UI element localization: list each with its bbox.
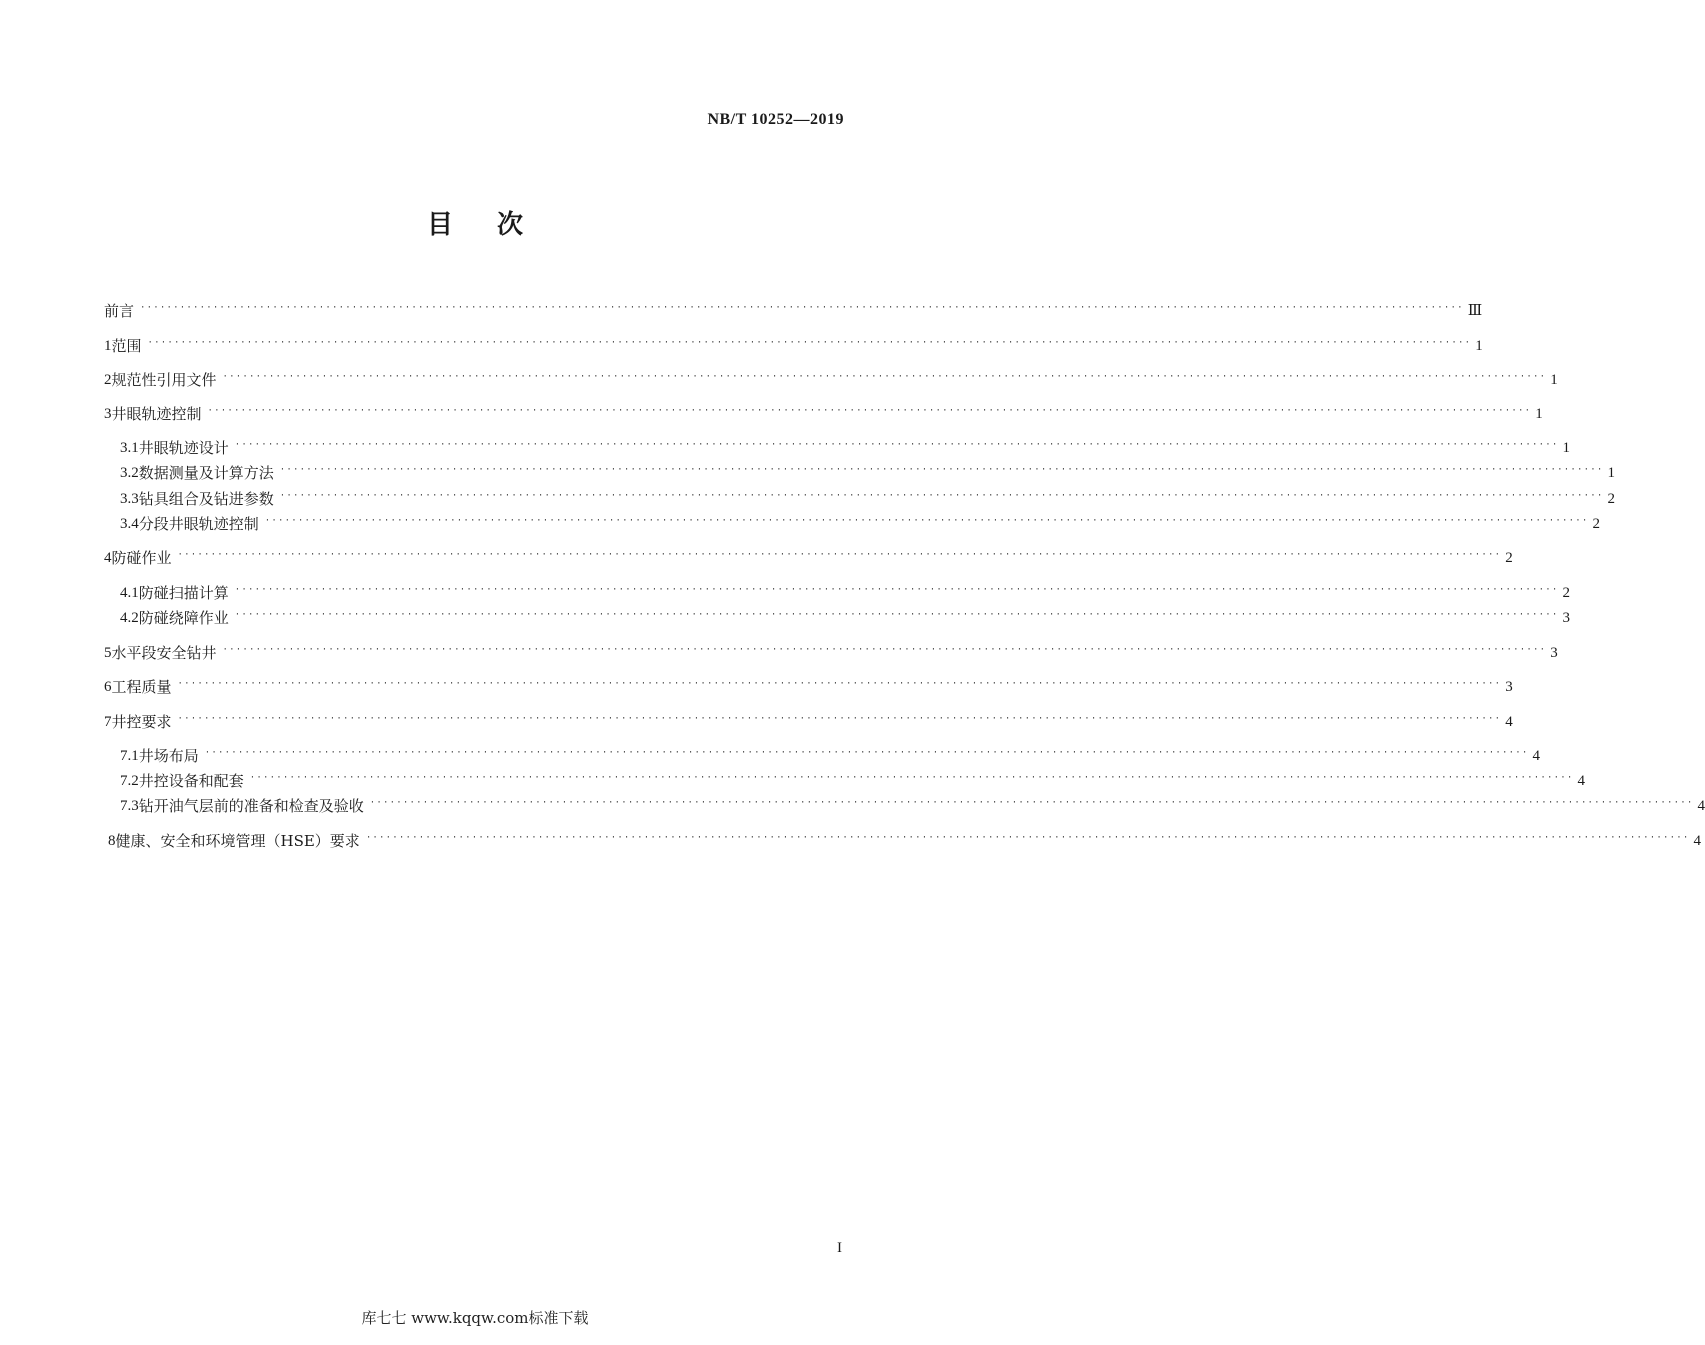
toc-entry-label: 钻开油气层前的准备和检查及验收 <box>138 797 364 815</box>
toc-entry-label: 井场布局 <box>138 747 199 765</box>
toc-entry-page: 2 <box>1505 550 1513 566</box>
dot-leader: ········································································································································································································ <box>222 372 1547 382</box>
toc-entry-3-1[interactable] <box>120 435 1570 459</box>
toc-entry-label: 钻具组合及钻进参数 <box>138 490 274 508</box>
toc-entry-number: 3.1 <box>120 440 139 456</box>
dot-leader: ········································································································································································································ <box>222 645 1547 655</box>
toc-entry-page: 4 <box>1577 773 1585 789</box>
toc-entry-number: 8 <box>108 833 116 849</box>
toc-entry-page: 1 <box>1475 338 1483 354</box>
toc-entry-page: 2 <box>1562 585 1570 601</box>
toc-entry-4[interactable] <box>104 545 1513 569</box>
toc-entry-label: 防碰绕障作业 <box>138 609 229 627</box>
toc-entry-8[interactable] <box>108 828 1702 852</box>
toc-entry-number: 4.1 <box>120 585 139 601</box>
dot-leader: ········································································································································································································ <box>147 338 1472 348</box>
toc-entry-page: 3 <box>1562 610 1570 626</box>
toc-entry-3-2[interactable] <box>120 460 1615 484</box>
toc-entry-label: 工程质量 <box>111 678 172 696</box>
toc-entry-label: 范围 <box>111 337 142 355</box>
toc-entry-page: 4 <box>1505 714 1513 730</box>
dot-leader: ········································································································································································································ <box>177 714 1502 724</box>
toc-entry-number: 3.4 <box>120 516 139 532</box>
toc-entry-page: 4 <box>1532 748 1540 764</box>
toc-entry-label: 防碰扫描计算 <box>138 584 229 602</box>
toc-entry-label: 健康、安全和环境管理（HSE）要求 <box>115 832 360 850</box>
dot-leader: ········································································································································································································ <box>249 773 1574 783</box>
toc-entry-label: 规范性引用文件 <box>111 371 217 389</box>
toc-entry-number: 3.2 <box>120 465 139 481</box>
toc-entry-label: 防碰作业 <box>111 549 172 567</box>
toc-entry-number: 5 <box>104 645 112 661</box>
toc-entry-7[interactable] <box>104 709 1513 733</box>
footer-watermark: 库七七 www.kqqw.com标准下载 <box>361 1309 589 1327</box>
toc-entry-number: 7.1 <box>120 748 139 764</box>
dot-leader: ········································································································································································································ <box>140 303 1464 313</box>
dot-leader: ········································································································································································································ <box>177 550 1502 560</box>
toc-entry-number: 4.2 <box>120 610 139 626</box>
toc-entry-3-3[interactable] <box>120 486 1615 510</box>
toc-entry-label: 分段井眼轨迹控制 <box>138 515 259 533</box>
toc-entry-number: 3.3 <box>120 491 139 507</box>
toc-entry-number: 7 <box>104 714 112 730</box>
toc-entry-label: 井眼轨迹设计 <box>138 439 229 457</box>
toc-entry-label: 井控设备和配套 <box>138 772 244 790</box>
page-number: I <box>837 1240 842 1256</box>
toc-entry-7-3[interactable] <box>120 793 1705 817</box>
toc-entry-label: 井眼轨迹控制 <box>111 405 202 423</box>
toc-entry-number: 4 <box>104 550 112 566</box>
toc-entry-page: 1 <box>1535 406 1543 422</box>
dot-leader: ········································································································································································································ <box>207 406 1532 416</box>
toc-entry-6[interactable] <box>104 674 1513 698</box>
toc-entry-page: 2 <box>1592 516 1600 532</box>
toc-entry-5[interactable] <box>104 640 1558 664</box>
toc-entry-page: 3 <box>1550 645 1558 661</box>
toc-entry-3[interactable] <box>104 401 1543 425</box>
toc-entry-label: 井控要求 <box>111 713 172 731</box>
toc-entry-4-1[interactable] <box>120 580 1570 604</box>
toc-entry-7-2[interactable] <box>120 768 1585 792</box>
toc-entry-page: 1 <box>1607 465 1615 481</box>
toc-entry-1[interactable] <box>104 333 1483 357</box>
toc-entry-number: 6 <box>104 679 112 695</box>
toc-entry-7-1[interactable] <box>120 743 1540 767</box>
toc-entry-page: 4 <box>1693 833 1702 849</box>
toc-entry-number: 2 <box>104 372 112 388</box>
page-title: 目次 <box>426 210 567 240</box>
toc-entry-page: 3 <box>1505 679 1513 695</box>
dot-leader: ········································································································································································································ <box>204 748 1529 758</box>
toc-entry-page: 1 <box>1562 440 1570 456</box>
toc-entry-number: 7.2 <box>120 773 139 789</box>
toc-entry-4-2[interactable] <box>120 605 1570 629</box>
dot-leader: ········································································································································································································ <box>279 465 1604 475</box>
toc-entry-number: 3 <box>104 406 112 422</box>
dot-leader: ········································································································································································································ <box>264 516 1589 526</box>
toc-entry-page: 2 <box>1607 491 1615 507</box>
toc-entry-page: 4 <box>1697 798 1705 814</box>
toc-entry-2[interactable] <box>104 367 1558 391</box>
dot-leader: ········································································································································································································ <box>279 491 1604 501</box>
toc-entry-label: 水平段安全钻井 <box>111 644 217 662</box>
dot-leader: ········································································································································································································ <box>365 833 1690 843</box>
toc-entry-page: 1 <box>1550 372 1558 388</box>
toc-entry-label: 数据测量及计算方法 <box>138 464 274 482</box>
dot-leader: ········································································································································································································ <box>234 610 1559 620</box>
toc-entry-label: 前言 <box>104 302 135 320</box>
dot-leader: ········································································································································································································ <box>234 440 1559 450</box>
toc-entry-page: Ⅲ <box>1467 303 1483 319</box>
dot-leader: ········································································································································································································ <box>234 585 1559 595</box>
dot-leader: ········································································································································································································ <box>177 679 1502 689</box>
toc-entry-number: 1 <box>104 338 112 354</box>
toc-entry-number: 7.3 <box>120 798 139 814</box>
toc-entry-foreword[interactable] <box>104 298 1483 322</box>
dot-leader: ········································································································································································································ <box>369 798 1694 808</box>
toc-entry-3-4[interactable] <box>120 511 1600 535</box>
standard-number: NB/T 10252—2019 <box>707 111 844 128</box>
